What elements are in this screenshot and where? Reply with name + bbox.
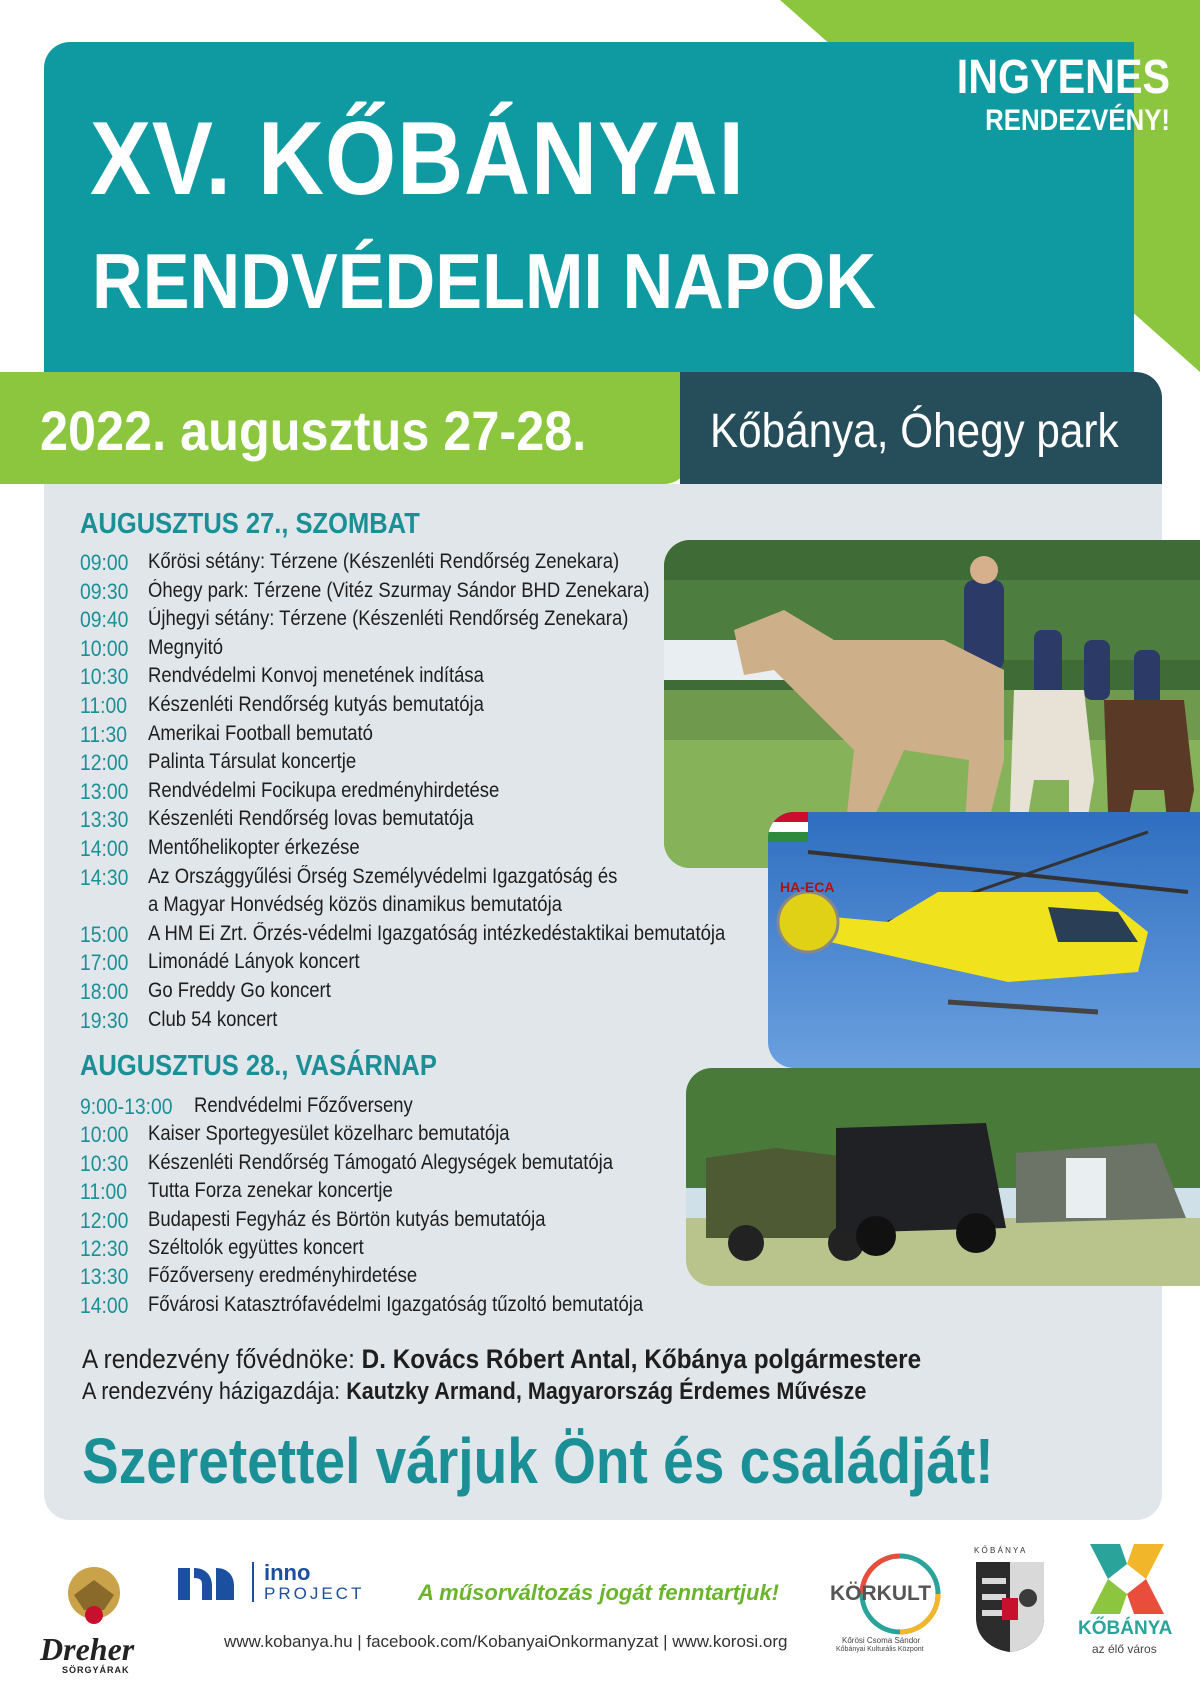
schedule-event: Készenléti Rendőrség kutyás bemutatója	[148, 693, 484, 716]
schedule-time: 12:00	[80, 750, 129, 776]
helicopter-registration: HA-ECA	[780, 879, 835, 895]
schedule-event: Megnyitó	[148, 635, 223, 659]
schedule-event: Óhegy park: Térzene (Vitéz Szurmay Sándor BHD Zenekara)	[148, 578, 650, 602]
event-date: 2022. augusztus 27-28.	[40, 399, 587, 462]
patron-line	[82, 1344, 921, 1375]
host-name: Kautzky Armand, Magyarország Érdemes Művésze	[346, 1378, 867, 1405]
schedule-time: 10:30	[80, 664, 129, 690]
schedule-event: Széltolók együttes koncert	[148, 1236, 364, 1259]
footer-links: www.kobanya.hu | facebook.com/KobanyaiOnkormanyzat | www.korosi.org	[224, 1632, 788, 1651]
schedule-event: Palinta Társulat koncertje	[148, 750, 357, 774]
schedule-event: Budapesti Fegyház és Börtön kutyás bemutatója	[148, 1207, 546, 1231]
project-word: PROJECT	[264, 1584, 365, 1603]
schedule-time: 12:00	[80, 1207, 129, 1233]
schedule-time: 17:00	[80, 950, 129, 976]
crest-title: K Ő B Á N Y A	[974, 1546, 1026, 1555]
schedule-time: 13:30	[80, 807, 129, 833]
schedule-time: 13:30	[80, 1264, 129, 1290]
event-place: Kőbánya, Óhegy park	[710, 405, 1119, 458]
schedule-event: Rendvédelmi Konvoj menetének indítása	[148, 664, 484, 688]
schedule-event: Club 54 koncert	[148, 1007, 278, 1031]
schedule-event: a Magyar Honvédség közös dinamikus bemutatója	[148, 893, 562, 917]
schedule-event: Mentőhelikopter érkezése	[148, 836, 360, 859]
kobanya-city-logo	[1072, 1544, 1182, 1660]
schedule-time: 10:00	[80, 635, 129, 661]
inno-word: inno	[264, 1560, 311, 1585]
vehicles-photo	[686, 1068, 1200, 1286]
city-slogan: az élő város	[1092, 1642, 1157, 1656]
schedule-event: Rendvédelmi Focikupa eredményhirdetése	[148, 778, 500, 802]
schedule-time: 10:30	[80, 1150, 129, 1176]
dreher-logo	[34, 1555, 154, 1675]
schedule-event: Go Freddy Go koncert	[148, 979, 331, 1002]
schedule-time: 13:00	[80, 778, 129, 804]
schedule-time: 09:00	[80, 550, 129, 575]
schedule-event: Fővárosi Katasztrófavédelmi Igazgatóság tűzoltó bemutatója	[148, 1292, 644, 1316]
schedule-time: 10:00	[80, 1122, 129, 1148]
schedule-time: 09:30	[80, 578, 129, 604]
host-line	[82, 1378, 866, 1406]
schedule-time: 14:00	[80, 1292, 129, 1318]
schedule-time: 11:00	[80, 1179, 128, 1205]
schedule-event: Az Országgyűlési Őrség Személyvédelmi Igazgatóság és	[148, 864, 618, 888]
korkult-logo	[828, 1550, 958, 1653]
schedule-time: 12:30	[80, 1236, 129, 1261]
patron-name: D. Kovács Róbert Antal, Kőbánya polgármestere	[361, 1344, 922, 1374]
schedule-event: Készenléti Rendőrség Támogató Alegységek bemutatója	[148, 1150, 614, 1174]
free-badge-line-2: RENDEZVÉNY!	[985, 104, 1170, 137]
schedule-time: 14:30	[80, 864, 129, 890]
program-change-notice: A műsorváltozás jogát fenntartjuk!	[418, 1580, 780, 1605]
schedule-event: Limonádé Lányok koncert	[148, 950, 360, 974]
schedule-time: 14:00	[80, 836, 129, 861]
schedule-time: 18:00	[80, 979, 129, 1004]
schedule-time: 09:40	[80, 607, 129, 633]
free-badge-line-1: INGYENES	[956, 51, 1170, 104]
schedule-event: A HM Ei Zrt. Őrzés-védelmi Igazgatóság intézkedéstaktikai bemutatója	[148, 921, 726, 945]
schedule-time: 9:00-13:00	[80, 1094, 173, 1119]
schedule-time: 11:00	[80, 693, 128, 718]
city-wordmark: KŐBÁNYA	[1078, 1618, 1173, 1639]
day1-heading: AUGUSZTUS 27., SZOMBAT	[80, 508, 420, 540]
korkult-subtitle-1: Kőrösi Csoma Sándor	[842, 1636, 921, 1645]
dreher-wordmark: Dreher	[40, 1631, 135, 1667]
schedule-event: Újhegyi sétány: Térzene (Készenléti Rendőrség Zenekara)	[148, 607, 629, 631]
schedule-time: 15:00	[80, 921, 129, 947]
schedule-event: Rendvédelmi Főzőverseny	[194, 1094, 413, 1117]
schedule-event: Kaiser Sportegyesület közelharc bemutatója	[148, 1122, 510, 1146]
patron-label: A rendezvény fővédnöke:	[82, 1344, 355, 1374]
schedule-time: 19:30	[80, 1007, 129, 1033]
kobanya-crest	[972, 1546, 1052, 1656]
title-line-1: XV. KŐBÁNYAI	[90, 101, 745, 217]
schedule-event: Főzőverseny eredményhirdetése	[148, 1264, 418, 1288]
title-line-2: RENDVÉDELMI NAPOK	[92, 237, 876, 325]
day2-heading: AUGUSZTUS 28., VASÁRNAP	[80, 1050, 437, 1082]
schedule-event: Kőrösi sétány: Térzene (Készenléti Rendőrség Zenekara)	[148, 550, 620, 573]
schedule-event: Tutta Forza zenekar koncertje	[148, 1179, 393, 1203]
schedule-event: Amerikai Football bemutató	[148, 721, 373, 745]
helicopter-photo	[768, 812, 1200, 1068]
schedule-event: Készenléti Rendőrség lovas bemutatója	[148, 807, 474, 831]
korkult-wordmark: KÖRKULT	[830, 1582, 932, 1605]
innoproject-logo	[176, 1562, 376, 1612]
schedule-time: 11:30	[80, 721, 128, 747]
korkult-subtitle-2: Kőbányai Kulturális Központ	[836, 1646, 924, 1653]
host-label: A rendezvény házigazdája:	[82, 1378, 341, 1405]
welcome-text: Szeretettel várjuk Önt és családját!	[82, 1425, 994, 1497]
dreher-subtitle: SÖRGYÁRAK	[62, 1665, 130, 1675]
